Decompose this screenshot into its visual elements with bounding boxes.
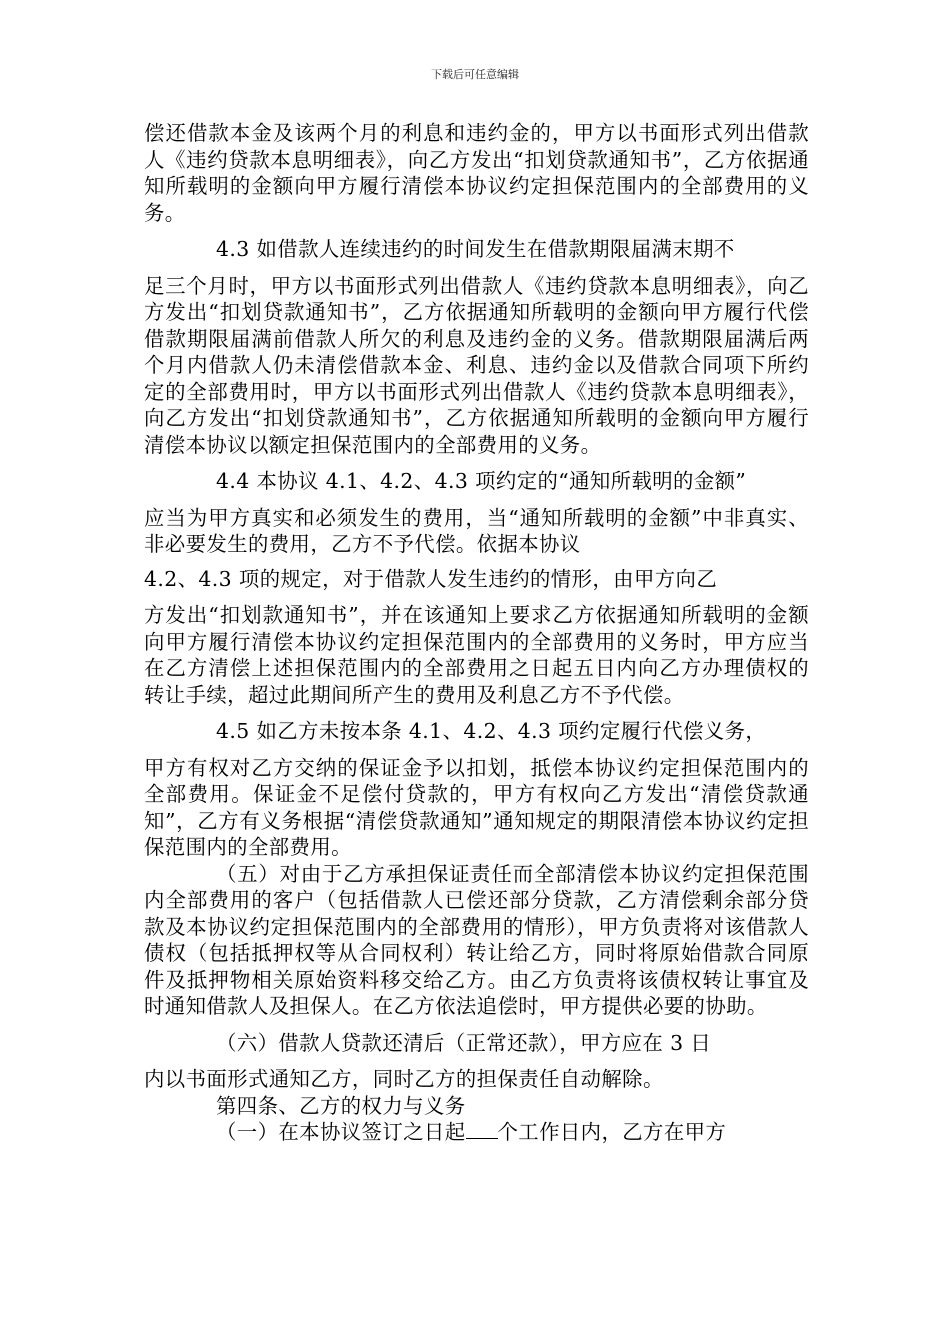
paragraph xyxy=(144,1119,809,1146)
paragraph: 方发出“扣划款通知书”，并在该通知上要求乙方依据通知所载明的金额向甲方履行清偿本协议约定担保范围内的全部费用的义务时，甲方应当在乙方清偿上述担保范围内的全部费用之日起五日内向乙方办理债权的转让手续，超过此期间所产生的费用及利息乙方不予代偿。 xyxy=(144,603,809,707)
paragraph: 4.5 如乙方未按本条 4.1、4.2、4.3 项约定履行代偿义务， xyxy=(216,719,767,743)
document-body xyxy=(144,120,809,1146)
paragraph: 4.2、4.3 项的规定，对于借款人发生违约的情形，由甲方向乙 xyxy=(144,566,718,591)
paragraph: 4.3 如借款人连续违约的时间发生在借款期限届满末期不 xyxy=(216,237,735,261)
paragraph: 4.4 本协议 4.1、4.2、4.3 项约定的“通知所载明的金额” xyxy=(216,469,747,493)
paragraph-text-before: （一）在本协议签订之日起 xyxy=(216,1120,466,1144)
fill-in-blank xyxy=(466,1120,498,1139)
paragraph: 内以书面形式通知乙方，同时乙方的担保责任自动解除。 xyxy=(144,1067,664,1091)
section-heading: 第四条、乙方的权力与义务 xyxy=(216,1093,466,1118)
paragraph: 应当为甲方真实和必须发生的费用，当“通知所载明的金额”中非真实、非必要发生的费用，乙方不予代偿。依据本协议 xyxy=(144,505,809,556)
paragraph-text-after: 个工作日内，乙方在甲方 xyxy=(497,1120,727,1144)
page-header: 下载后可任意编辑 xyxy=(431,68,519,81)
paragraph: 甲方有权对乙方交纳的保证金予以扣划，抵偿本协议约定担保范围内的全部费用。保证金不足偿付贷款的，甲方有权向乙方发出“清偿贷款通知”，乙方有义务根据“清偿贷款通知”通知规定的期限清偿本协议约定担保范围内的全部费用。 xyxy=(144,755,809,859)
paragraph: （五）对由于乙方承担保证责任而全部清偿本协议约定担保范围内全部费用的客户（包括借款人已偿还部分贷款，乙方清偿剩余部分贷款及本协议约定担保范围内的全部费用的情形），甲方负责将对该借款人债权（包括抵押权等从合同权利）转让给乙方，同时将原始借款合同原件及抵押物相关原始资料移交给乙方。由乙方负责将该债权转让事宜及时通知借款人及担保人。在乙方依法追偿时，甲方提供必要的协助。 xyxy=(144,861,809,1018)
paragraph: 偿还借款本金及该两个月的利息和违约金的，甲方以书面形式列出借款人《违约贷款本息明细表》，向乙方发出“扣划贷款通知书”，乙方依据通知所载明的金额向甲方履行清偿本协议约定担保范围内的全部费用的义务。 xyxy=(144,121,809,225)
paragraph: 足三个月时，甲方以书面形式列出借款人《违约贷款本息明细表》，向乙方发出“扣划贷款通知书”，乙方依据通知所载明的金额向甲方履行代偿借款期限届满前借款人所欠的利息及违约金的义务。借款期限届满后两个月内借款人仍未清偿借款本金、利息、违约金以及借款合同项下所约定的全部费用时，甲方以书面形式列出借款人《违约贷款本息明细表》，向乙方发出“扣划贷款通知书”，乙方依据通知所载明的金额向甲方履行清偿本协议以额定担保范围内的全部费用的义务。 xyxy=(144,273,809,457)
paragraph: （六）借款人贷款还清后（正常还款），甲方应在 3 日 xyxy=(216,1030,712,1055)
